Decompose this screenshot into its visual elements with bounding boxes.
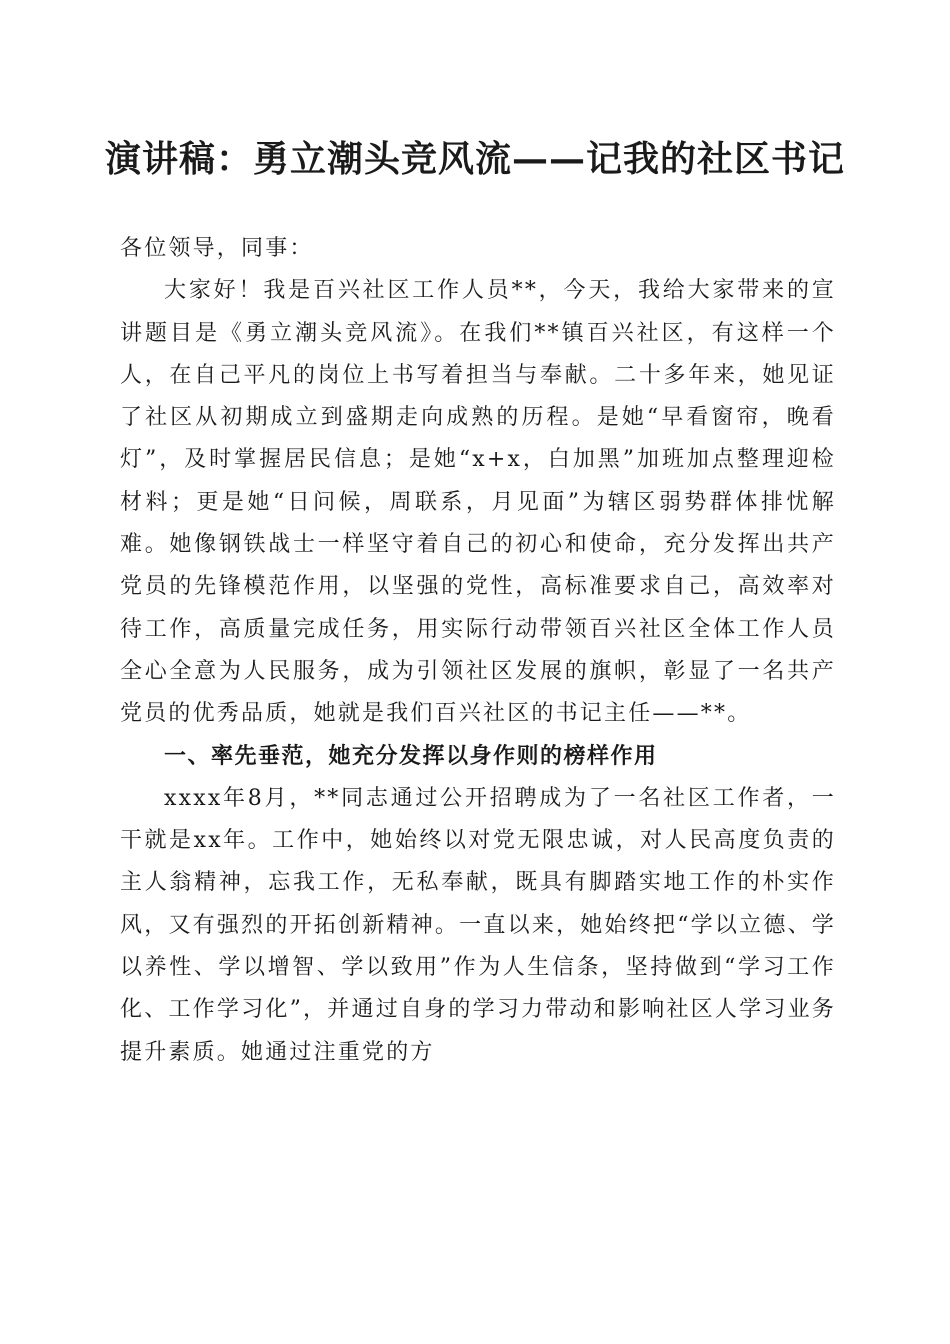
section-heading: 一、率先垂范，她充分发挥以身作则的榜样作用 — [164, 743, 658, 769]
paragraph: 大家好！我是百兴社区工作人员**，今天，我给大家带来的宣讲题目是《勇立潮头竞风流》。在我们**镇百兴社区，有这样一个人，在自己平凡的岗位上书写着担当与奉献。二十多年来，她见证了社区从初期成立到盛期走向成熟的历程。是她“早看窗帘，晚看灯”，及时掌握居民信息；是她“x+x，白加黑”加班加点整理迎检材料；更是她“日问候，周联系，月见面”为辖区弱势群体排忧解难。她像钢铁战士一样坚守着自己的初心和使命，充分发挥出共产党员的先锋模范作用，以坚强的党性，高标准要求自己，高效率对待工作，高质量完成任务，用实际行动带领百兴社区全体工作人员全心全意为人民服务，成为引领社区发展的旗帜，彰显了一名共产党员的优秀品质，她就是我们百兴社区的书记主任——**。 — [120, 278, 836, 727]
document-title: 演讲稿：勇立潮头竞风流——记我的社区书记 — [104, 138, 845, 180]
paragraph: xxxx年8月，**同志通过公开招聘成为了一名社区工作者，一干就是xx年。工作中，她始终以对党无限忠诚，对人民高度负责的主人翁精神，忘我工作，无私奉献，既具有脚踏实地工作的朴实作风，又有强烈的开拓创新精神。一直以来，她始终把“学以立德、学以养性、学以增智、学以致用”作为人生信条，坚持做到“学习工作化、工作学习化”，并通过自身的学习力带动和影响社区人学习业务提升素质。她通过注重党的方 — [120, 785, 836, 1065]
salutation: 各位领导，同事： — [120, 236, 314, 261]
document-body — [120, 228, 836, 1074]
